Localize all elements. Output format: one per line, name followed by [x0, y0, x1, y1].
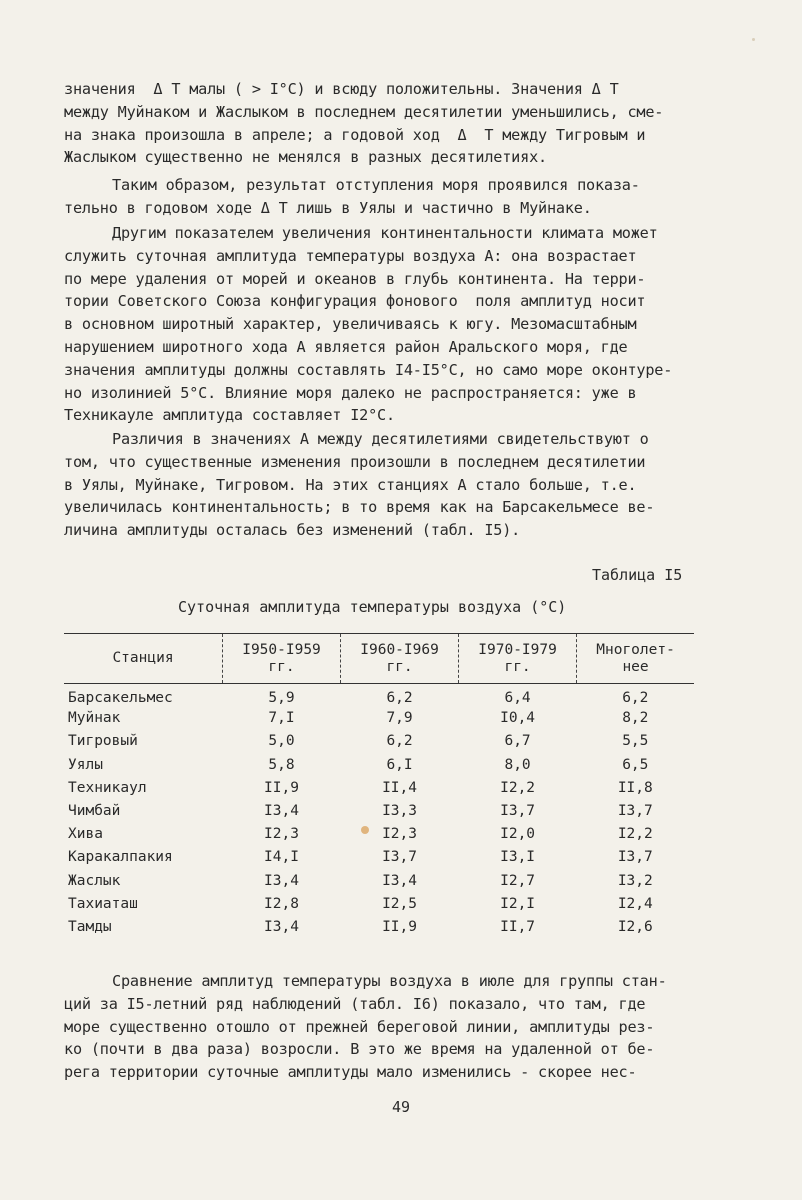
text-line: Техникауле амплитуда составляет I2°С. — [64, 406, 395, 425]
value-cell: I3,7 — [382, 849, 417, 866]
value-cell: 8,2 — [622, 710, 649, 727]
table-row — [64, 915, 694, 938]
value-cell: II,4 — [382, 779, 417, 796]
table-row — [64, 892, 694, 915]
value-cell: II,9 — [382, 918, 417, 935]
value-cell: 8,0 — [504, 756, 531, 773]
value-cell: I2,3 — [382, 826, 417, 843]
value-cell: I3,I — [500, 849, 536, 866]
table-row — [64, 730, 694, 753]
paragraph-5 — [64, 970, 704, 1084]
station-name-cell: Барсакельмес — [68, 690, 173, 707]
table-row — [64, 869, 694, 892]
station-name-cell: Каракалпакия — [68, 849, 173, 866]
text-line: между Муйнаком и Жаслыком в последнем десятилетии уменьшились, сме- — [64, 102, 664, 121]
text-line: рега территории суточные амплитуды мало изменились - скорее нес- — [64, 1063, 637, 1082]
text-line: на знака произошла в апреле; а годовой ход Δ Т между Тигровым и — [64, 125, 646, 144]
value-cell: I2,I — [500, 895, 536, 912]
value-cell: I0,4 — [500, 710, 536, 727]
value-cell: 7,9 — [386, 710, 413, 727]
value-cell: I2,5 — [382, 895, 417, 912]
value-cell: I2,7 — [500, 872, 536, 889]
table-row — [64, 846, 694, 869]
header-station: Станция — [64, 634, 223, 684]
paragraph-2 — [64, 174, 704, 220]
paragraph-4 — [64, 428, 704, 542]
text-line: служить суточная амплитуда температуры воздуха А: она возрастает — [64, 246, 637, 265]
paper-stain — [361, 826, 369, 834]
table-label: Таблица I5 — [592, 566, 683, 584]
text-line: том, что существенные изменения произошли в последнем десятилетии — [64, 452, 646, 471]
text-line: в Уялы, Муйнаке, Тигровом. На этих станциях А стало больше, т.е. — [64, 475, 637, 494]
value-cell: I3,4 — [264, 803, 299, 820]
value-cell: I4,I — [264, 849, 299, 866]
value-cell: I3,2 — [617, 872, 653, 889]
station-name-cell: Тигровый — [68, 733, 138, 750]
value-cell: I2,2 — [500, 779, 536, 796]
value-cell: 7,I — [268, 710, 295, 727]
value-cell: I3,4 — [382, 872, 417, 889]
text-line: Сравнение амплитуд температуры воздуха в июле для группы стан- — [112, 972, 667, 990]
text-line: Другим показателем увеличения континентальности климата может — [112, 224, 658, 242]
text-line: нарушением широтного хода А является район Аральского моря, где — [64, 337, 628, 356]
value-cell: 6,4 — [504, 690, 531, 707]
table-row — [64, 799, 694, 822]
text-line: значения амплитуды должны составлять I4-I5°C, но само море оконтуре- — [64, 360, 673, 379]
value-cell: II,8 — [617, 779, 653, 796]
station-name-cell: Тахиаташ — [68, 895, 138, 912]
value-cell: I2,6 — [617, 918, 653, 935]
paragraph-1 — [64, 78, 704, 169]
value-cell: II,7 — [500, 918, 536, 935]
table-body — [64, 684, 694, 939]
station-name-cell: Техникаул — [68, 779, 147, 796]
text-line: Таким образом, результат отступления моря проявился показа- — [112, 176, 640, 194]
value-cell: I3,4 — [264, 872, 299, 889]
header-1970s: I970-I979 гг. — [459, 634, 577, 684]
text-line: ций за I5-летний ряд наблюдений (табл. I6) показало, что там, где — [64, 994, 646, 1013]
value-cell: 5,5 — [622, 733, 649, 750]
value-cell: I3,7 — [500, 803, 536, 820]
text-line: Жаслыком существенно не менялся в разных десятилетиях. — [64, 148, 547, 167]
table-row — [64, 776, 694, 799]
header-1960s: I960-I969 гг. — [341, 634, 459, 684]
value-cell: 6,I — [386, 756, 413, 773]
table-row — [64, 823, 694, 846]
value-cell: I3,7 — [617, 803, 653, 820]
amplitude-table — [64, 633, 694, 939]
station-name-cell: Уялы — [68, 756, 103, 773]
value-cell: 5,9 — [268, 690, 295, 707]
table-row — [64, 753, 694, 776]
page-number: 49 — [391, 1098, 411, 1116]
table-title: Суточная амплитуда температуры воздуха (°С) — [178, 598, 567, 616]
value-cell: 6,7 — [504, 733, 531, 750]
value-cell: 5,0 — [268, 733, 295, 750]
value-cell: I3,3 — [382, 803, 417, 820]
value-cell: I2,2 — [617, 826, 653, 843]
station-name-cell: Муйнак — [68, 710, 121, 727]
value-cell: 6,2 — [386, 733, 413, 750]
text-line: по мере удаления от морей и океанов в глубь континента. На терри- — [64, 269, 646, 288]
station-name-cell: Тамды — [68, 918, 112, 935]
header-1950s: I950-I959 гг. — [223, 634, 341, 684]
value-cell: 5,8 — [268, 756, 295, 773]
text-line: тельно в годовом ходе Δ Т лишь в Уялы и частично в Муйнаке. — [64, 198, 592, 217]
value-cell: I2,3 — [264, 826, 299, 843]
text-line: личина амплитуды осталась без изменений (табл. I5). — [64, 521, 521, 540]
station-name-cell: Хива — [68, 826, 103, 843]
station-name-cell: Жаслык — [68, 872, 121, 889]
table-row — [64, 707, 694, 730]
text-line: значения Δ Т малы ( > I°C) и всюду положительны. Значения Δ Т — [64, 80, 619, 98]
value-cell: II,9 — [264, 779, 299, 796]
text-line: ко (почти в два раза) возросли. В это же время на удаленной от бе- — [64, 1040, 655, 1059]
value-cell: 6,2 — [386, 690, 413, 707]
station-name-cell: Чимбай — [68, 803, 121, 820]
header-long-term: Многолет- нее — [577, 634, 694, 684]
text-line: Различия в значениях А между десятилетиями свидетельствуют о — [112, 430, 649, 448]
text-line: но изолинией 5°С. Влияние моря далеко не распространяется: уже в — [64, 383, 637, 402]
value-cell: I3,7 — [617, 849, 653, 866]
table-header-row — [64, 634, 694, 684]
value-cell: I2,0 — [500, 826, 536, 843]
value-cell: I2,8 — [264, 895, 299, 912]
text-line: в основном широтный характер, увеличиваясь к югу. Мезомасштабным — [64, 315, 637, 334]
value-cell: I3,4 — [264, 918, 299, 935]
value-cell: I2,4 — [617, 895, 653, 912]
text-line: море существенно отошло от прежней береговой линии, амплитуды рез- — [64, 1017, 655, 1036]
table-row — [64, 684, 694, 707]
text-line: увеличилась континентальность; в то время как на Барсакельмесе ве- — [64, 498, 655, 517]
paper-speck — [752, 38, 755, 41]
paragraph-3 — [64, 222, 704, 427]
value-cell: 6,5 — [622, 756, 649, 773]
text-line: тории Советского Союза конфигурация фонового поля амплитуд носит — [64, 292, 646, 311]
value-cell: 6,2 — [622, 690, 649, 707]
